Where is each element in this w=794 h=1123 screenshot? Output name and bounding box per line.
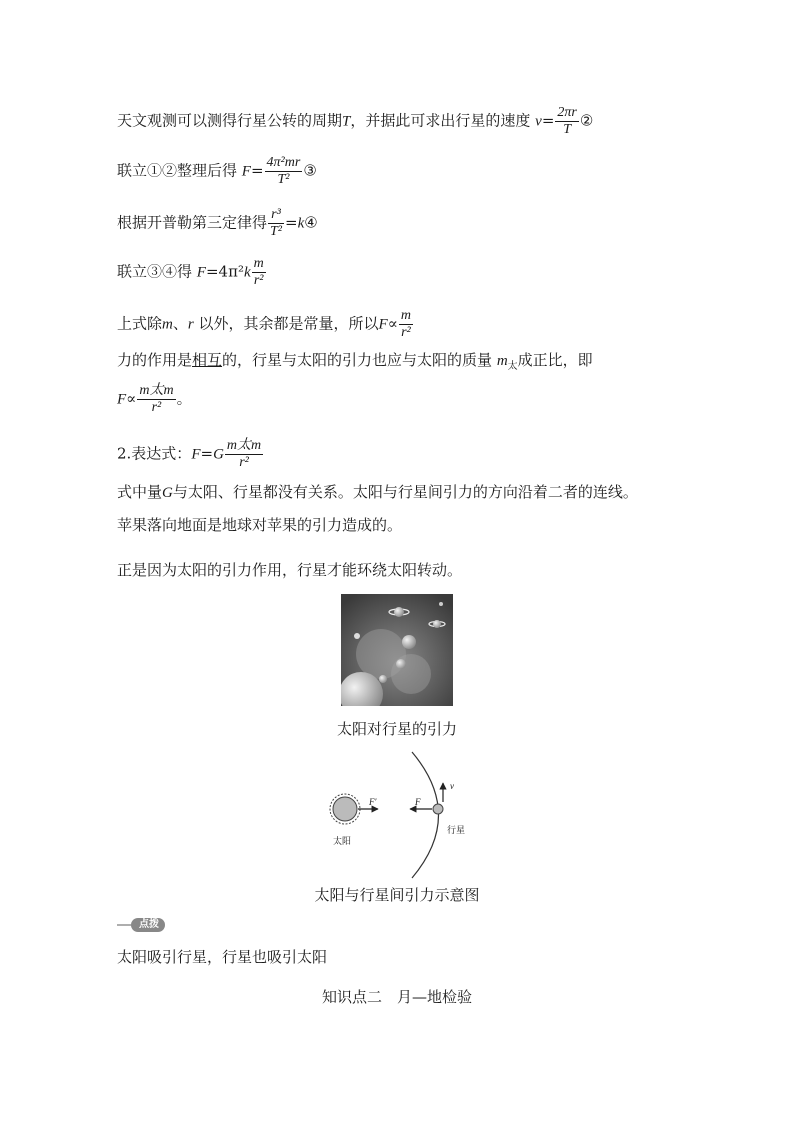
expression-line: 2.表达式：F=G $\frac{\text{m太m}}{\text{r²}}$ (117, 438, 262, 470)
formula-line-force-3: 联立①②整理后得 F= $\frac{\text{4π²mr}}{\text{T²}}$ ③ (117, 155, 317, 187)
formula-line-kepler: 根据开普勒第三定律得 $\frac{\text{r³}}{\text{T²}}$ =k④ (117, 207, 318, 239)
section-title: 知识点二 月—地检验 (321, 988, 472, 1006)
formula-line-velocity: 天文观测可以测得行星公转的周期T，并据此可求出行星的速度 v= $\frac{2\pi r}{T}$ ② (117, 105, 594, 137)
gravitation-diagram (320, 750, 480, 880)
kepler-fraction: $\frac{\text{r³}}{\text{T²}}$ (270, 207, 282, 239)
force-label-sun: F′ (369, 797, 377, 807)
figure1-caption: 太阳对行星的引力 (336, 720, 457, 738)
proportional-fraction: $\frac{m}{\text{r²}}$ (400, 308, 411, 340)
underlined-term: 相互 (192, 351, 223, 369)
tip-text: 太阳吸引行星，行星也吸引太阳 (117, 948, 328, 966)
formula-line-combined: 联立③④得 F=4π²k $\frac{m}{\text{r²}}$ (117, 256, 264, 288)
planets-illustration (341, 594, 453, 706)
velocity-fraction: $\frac{2\pi r}{T}$ (557, 105, 577, 137)
sun-mass-fraction: $\frac{\text{m太m}}{\text{r²}}$ (139, 383, 174, 415)
sun-icon (330, 794, 360, 824)
orbit-line: 正是因为太阳的引力作用，行星才能环绕太阳转动。 (117, 561, 463, 579)
planet-label: 行星 (447, 826, 466, 836)
combined-fraction: $\frac{m}{\text{r²}}$ (253, 256, 264, 288)
constant-g-line: 式中量G与太阳、行星都没有关系。太阳与行星间引力的方向沿着二者的连线。 (117, 483, 638, 501)
orbit-path (412, 752, 439, 878)
proportional-line: 上式除m、r 以外，其余都是常量，所以F∝ $\frac{m}{\text{r²}}$ (117, 308, 411, 340)
space-photo (341, 594, 453, 706)
gravitation-fraction: $\frac{\text{m太m}}{\text{r²}}$ (226, 438, 262, 470)
proportional-sun-line: F∝ $\frac{\text{m太m}}{\text{r²}}$ 。 (117, 383, 192, 415)
figure2-caption: 太阳与行星间引力示意图 (314, 886, 480, 904)
sun-label: 太阳 (333, 837, 352, 847)
apple-line: 苹果落向地面是地球对苹果的引力造成的。 (117, 516, 403, 534)
velocity-label: v (450, 781, 454, 791)
planet-icon (433, 804, 443, 814)
force-fraction: $\frac{\text{4π²mr}}{\text{T²}}$ (266, 155, 301, 187)
mutual-force-line: 力的作用是相互的，行星与太阳的引力也应与太阳的质量 $m_太$成正比，即 (117, 351, 593, 372)
tip-badge-label: 点拨 (139, 919, 159, 930)
force-label-planet: F (415, 797, 421, 807)
